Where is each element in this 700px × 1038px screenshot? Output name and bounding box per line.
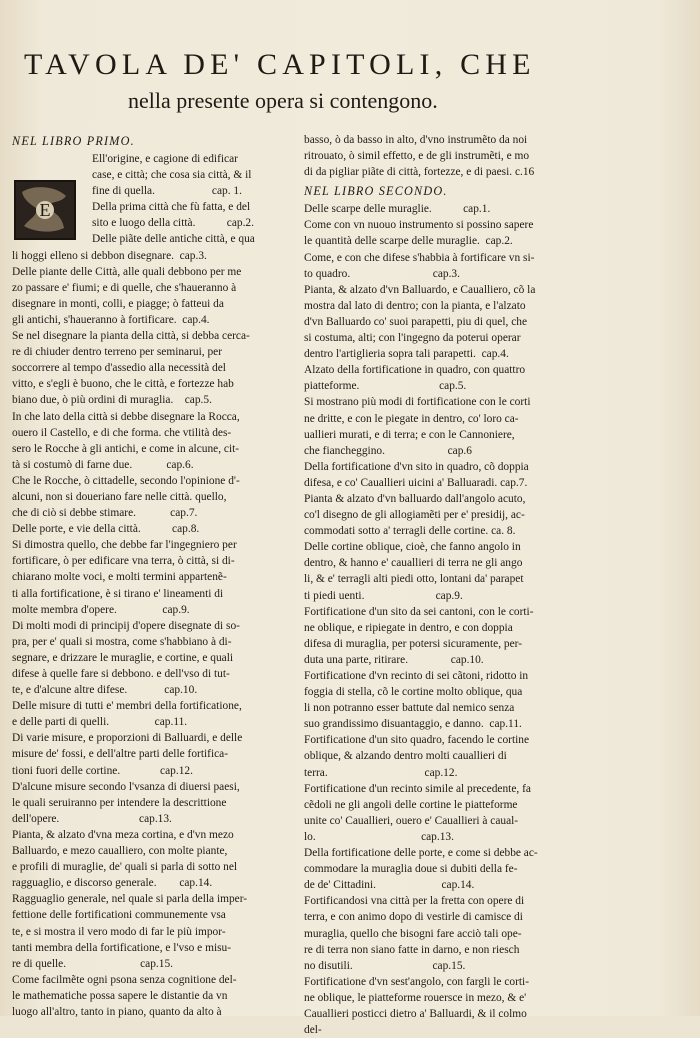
toc-line: re di chiuder dentro terreno per seminarui, per bbox=[12, 346, 223, 359]
toc-line: Che le Rocche, ò cittadelle, secondo l'opinione d'- bbox=[12, 474, 240, 487]
right-entries bbox=[304, 201, 586, 1038]
toc-line: Si mostrano più modi di fortificatione con le corti bbox=[304, 396, 531, 409]
toc-line: D'alcune misure secondo l'vsanza di diuersi paesi, bbox=[12, 780, 240, 793]
toc-line: difese à quelle fare si debbono. e dell'vso di tut- bbox=[12, 668, 230, 680]
toc-line: fortificare, ò per edificare vna terra, ò città, si di- bbox=[12, 555, 235, 568]
toc-line: luogo all'altro, tanto in piano, quanto da alto à bbox=[12, 1005, 222, 1018]
toc-line: Balluardo, e mezo caualliero, con molte piante, bbox=[12, 845, 228, 858]
toc-line: Delle scarpe delle muraglie. cap.1. bbox=[304, 203, 491, 216]
toc-line: lo. cap.13. bbox=[304, 830, 454, 843]
toc-line: le quantità delle scarpe delle muraglie. cap.2. bbox=[304, 235, 513, 248]
toc-line: basso, ò da basso in alto, d'vno instrumẽto da noi bbox=[304, 134, 528, 146]
toc-line: de de' Cittadini. cap.14. bbox=[304, 879, 475, 892]
toc-line: vitto, e s'egli è buono, che le città, e fortezze hab bbox=[12, 378, 234, 391]
toc-line: che fiancheggino. cap.6 bbox=[304, 444, 472, 457]
right-heading: NEL LIBRO SECONDO. bbox=[304, 184, 448, 199]
toc-line: commodati sotto a' terragli delle cortine. ca. 8. bbox=[304, 525, 516, 538]
toc-line: Delle misure di tutti e' membri della fortificatione, bbox=[12, 700, 242, 713]
toc-line: te, e d'alcune altre difese. cap.10. bbox=[12, 684, 198, 697]
toc-line: Delle piãte delle antiche città, e qua bbox=[92, 233, 255, 246]
toc-line: Fortificandosi vna città per la fretta con opere di bbox=[304, 895, 525, 908]
toc-line: suo grandissimo disuantaggio, e danno. cap.11. bbox=[304, 718, 522, 731]
toc-line: Pianta & alzato d'vn balluardo dall'angolo acuto, bbox=[304, 492, 526, 505]
toc-line: alcuni, non si doueriano fare nelle città. quello, bbox=[12, 490, 227, 503]
toc-line: di da pigliar piãte di città, fortezze, e di paesi. c.16 bbox=[304, 166, 535, 179]
right-continuation bbox=[304, 132, 586, 180]
toc-line: pra, per e' quali si mostra, come s'habbiano à di- bbox=[12, 635, 232, 648]
toc-line: Se nel disegnare la pianta della città, si debba cerca- bbox=[12, 330, 250, 343]
toc-line: terra, e con animo dopo di vestirle di camisce di bbox=[304, 911, 523, 924]
toc-line: le quali seruiranno per intendere la descrittione bbox=[12, 796, 227, 809]
toc-line: duta una parte, ritirare. cap.10. bbox=[304, 653, 484, 666]
toc-line: Di molti modi di principij d'opere disegnate di so- bbox=[12, 619, 240, 632]
toc-line: molte membra d'opere. cap.9. bbox=[12, 603, 190, 616]
toc-line: commodare la muraglia doue si dubiti della fe- bbox=[304, 863, 518, 876]
toc-line: Ell'origine, e cagione di edificar bbox=[92, 153, 238, 165]
toc-line: co'l disegno de gli allogiamẽti per e' presidij, ac- bbox=[304, 509, 525, 522]
toc-line: dentro, & hanno e' cauallieri di terra ne gli ango bbox=[304, 557, 523, 570]
toc-line: no disutili. cap.15. bbox=[304, 959, 466, 972]
toc-line: Delle porte, e vie della città. cap.8. bbox=[12, 523, 200, 536]
toc-line: ragguaglio, e discorso generale. cap.14. bbox=[12, 877, 213, 890]
toc-line: e delle parti di quelli. cap.11. bbox=[12, 716, 188, 729]
toc-line: Alzato della fortificatione in quadro, con quattro bbox=[304, 364, 526, 377]
toc-line: cẽdoli ne gli angoli delle cortine le piatteforme bbox=[304, 798, 518, 811]
toc-line: re di terra non siano fatte in darno, e non riesch bbox=[304, 943, 520, 956]
toc-line: te, e si mostra il vero modo di far le più impor- bbox=[12, 925, 226, 938]
toc-line: fettione delle fortificationi communemente vsa bbox=[12, 909, 226, 922]
toc-line: piatteforme. cap.5. bbox=[304, 380, 467, 393]
toc-line: li non potranno esser battute dal nemico senza bbox=[304, 702, 515, 715]
toc-line: biano due, ò più ordini di muraglia. cap.5. bbox=[12, 394, 212, 407]
toc-line: zo passare e' fiumi; e di quelle, che s'haueranno à bbox=[12, 281, 237, 294]
toc-line: unite co' Cauallieri, ouero e' Cauallieri à caual- bbox=[304, 814, 519, 827]
toc-line: e profili di muraglie, de' quali si parla di sotto nel bbox=[12, 861, 238, 874]
toc-line: Della fortificatione d'vn sito in quadro, cõ doppia bbox=[304, 460, 529, 473]
toc-line: del- bbox=[304, 1024, 322, 1037]
page-subtitle: nella presente opera si contengono. bbox=[128, 88, 438, 113]
toc-line: re di quelle. cap.15. bbox=[12, 957, 174, 970]
toc-line: Ragguaglio generale, nel quale si parla della imper- bbox=[12, 893, 248, 906]
toc-line: Fortificatione d'un sito quadro, facendo le cortine bbox=[304, 734, 530, 747]
left-column bbox=[12, 132, 294, 1020]
toc-line: segnare, e drizzare le muraglie, e cortine, e quali bbox=[12, 651, 234, 664]
toc-line: Come, e con che difese s'habbia à fortificare vn si- bbox=[304, 251, 535, 264]
toc-line: sito e luogo della città. cap.2. bbox=[92, 217, 254, 230]
toc-line: ouero il Castello, e di che forma. che vtilità des- bbox=[12, 426, 232, 439]
toc-line: Fortificatione d'un recinto simile al precedente, fa bbox=[304, 782, 531, 795]
toc-line: sero le Rocche à gli antichi, e come in alcune, cit- bbox=[12, 442, 240, 455]
toc-line: disegnare in monti, colli, e piagge; ò fatteui da bbox=[12, 297, 224, 310]
toc-line: to quadro. cap.3. bbox=[304, 267, 460, 280]
decorated-initial-letter bbox=[14, 180, 76, 240]
toc-line: Fortificatione d'vn recinto di sei cãtoni, ridotto in bbox=[304, 670, 529, 682]
toc-line: fine di quella. cap. 1. bbox=[92, 185, 242, 198]
toc-line: le mathematiche possa sapere le distantie da vn bbox=[12, 989, 228, 1002]
toc-line: tà si costumò di farne due. cap.6. bbox=[12, 458, 194, 471]
toc-line: case, e città; che cosa sia città, & il bbox=[92, 169, 252, 182]
toc-line: ti alla fortificatione, è si tirano e' lineamenti di bbox=[12, 587, 224, 600]
right-column bbox=[304, 132, 586, 1038]
toc-line: uallieri murati, e di terra; e con le Cannoniere, bbox=[304, 428, 515, 441]
svg-text:E: E bbox=[39, 200, 51, 220]
toc-line: dentro l'artiglieria sopra tali parapetti. cap.4. bbox=[304, 348, 509, 361]
toc-line: Delle cortine oblique, cioè, che fanno angolo in bbox=[304, 541, 521, 554]
toc-line: Cauallieri posticci dietro a' Balluardi, & il colmo bbox=[304, 1007, 527, 1020]
page-title: TAVOLA DE' CAPITOLI, CHE bbox=[24, 48, 536, 81]
toc-line: tioni fuori delle cortine. cap.12. bbox=[12, 764, 193, 777]
toc-line: chiarano molte voci, e molti termini appartenẽ- bbox=[12, 571, 227, 584]
toc-line: gli antichi, s'haueranno à fortificare. cap.4. bbox=[12, 313, 210, 326]
toc-line: oblique, & alzando dentro molti cauallieri di bbox=[304, 750, 507, 763]
toc-line: Della prima città che fù fatta, e del bbox=[92, 201, 251, 214]
toc-line: ne oblique, e ripiegate in dentro, e con doppia bbox=[304, 621, 513, 634]
toc-line: Come con vn nuouo instrumento si possino sapere bbox=[304, 219, 534, 232]
toc-line: ti piedi uenti. cap.9. bbox=[304, 589, 463, 602]
toc-line: Delle piante delle Città, alle quali debbono per me bbox=[12, 265, 242, 278]
toc-line: Si dimostra quello, che debbe far l'ingegniero per bbox=[12, 539, 237, 552]
toc-line: ne dritte, e con le piegate in dentro, co' loro ca- bbox=[304, 412, 519, 425]
toc-line: muraglia, quello che bisogni fare acciò tali ope- bbox=[304, 927, 522, 940]
toc-line: li, & e' terragli alti piedi otto, lontani da' parapet bbox=[304, 573, 524, 586]
toc-line: In che lato della città si debbe disegnare la Rocca, bbox=[12, 410, 240, 423]
toc-line: misure de' fossi, e dell'altre parti delle fortifica- bbox=[12, 748, 229, 761]
left-heading: NEL LIBRO PRIMO. bbox=[12, 134, 135, 148]
toc-line: ritrouato, ò simil effetto, e de gli instrumẽti, e mo bbox=[304, 150, 530, 163]
toc-line: Come facilmẽte ogni psona senza cognitione del- bbox=[12, 973, 237, 986]
toc-line: Fortificatione d'un sito da sei cantoni, con le corti- bbox=[304, 605, 534, 618]
toc-line: difesa di muraglia, per potersi sicuramente, per- bbox=[304, 637, 523, 650]
left-entries bbox=[12, 199, 294, 1020]
toc-line: ne oblique, le piatteforme rouersce in mezo, & e' bbox=[304, 991, 527, 1004]
toc-line: tanti membra della fortificatione, e l'vso e misu- bbox=[12, 941, 232, 954]
toc-line: si costuma, alti; con l'ingegno da poterui operar bbox=[304, 332, 521, 345]
toc-line: difesa, e co' Cauallieri uicini a' Balluaradi. cap.7. bbox=[304, 476, 528, 489]
toc-line: mostra dal lato di dentro; con la pianta, e l'alzato bbox=[304, 299, 526, 312]
toc-line: soccorrere al tempo d'assedio alla necessità del bbox=[12, 362, 226, 375]
toc-line: foggia di stella, cõ le cortine molto oblique, qua bbox=[304, 686, 523, 699]
toc-line: li hoggi elleno si debbon disegnare. cap.3. bbox=[12, 249, 207, 262]
toc-line: Pianta, & alzato d'vna meza cortina, e d'vn mezo bbox=[12, 828, 234, 841]
toc-line: d'vn Balluardo co' suoi parapetti, piu di quel, che bbox=[304, 315, 528, 328]
toc-line: Della fortificatione delle porte, e come si debbe ac- bbox=[304, 847, 538, 860]
toc-line: terra. cap.12. bbox=[304, 766, 458, 779]
toc-line: Fortificatione d'vn sest'angolo, con fargli le corti- bbox=[304, 975, 530, 988]
toc-line: Di varie misure, e proporzioni di Balluardi, e delle bbox=[12, 732, 243, 745]
ornament-icon bbox=[16, 182, 74, 238]
toc-line: che di ciò si debbe stimare. cap.7. bbox=[12, 507, 198, 520]
toc-line: Pianta, & alzato d'vn Balluardo, e Caualliero, cõ la bbox=[304, 283, 536, 296]
toc-line: dell'opere. cap.13. bbox=[12, 812, 172, 825]
